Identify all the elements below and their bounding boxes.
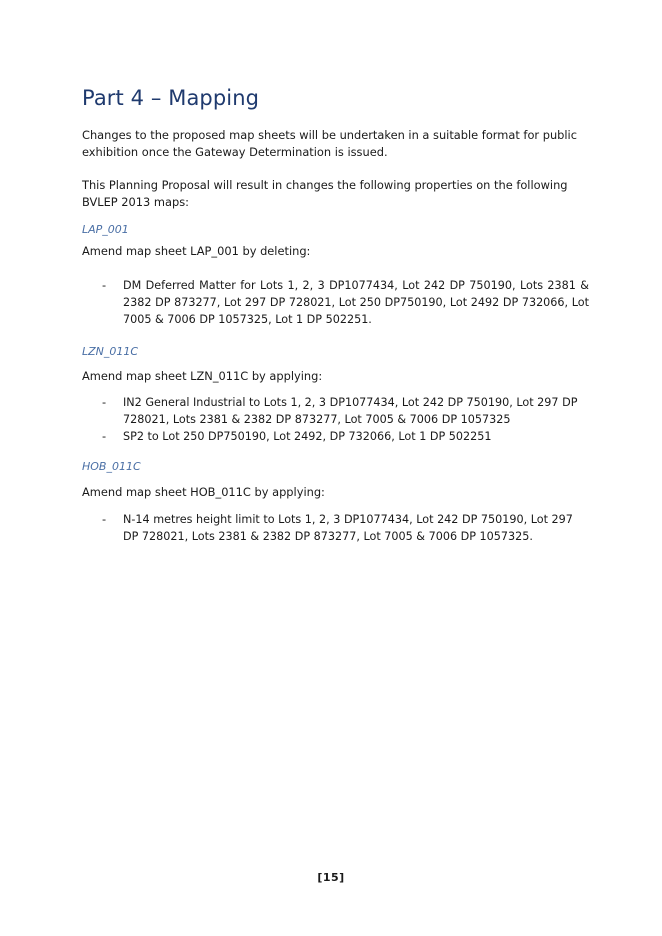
map-label-lap-001: LAP_001 (82, 223, 129, 236)
page-number: [15] (317, 871, 345, 884)
map-label-hob-011c: HOB_011C (82, 460, 141, 473)
bullet-item-lzn-011c-2: SP2 to Lot 250 DP750190, Lot 2492, DP 732066, Lot 1 DP 502251 (123, 430, 492, 443)
bullet-marker: - (102, 278, 107, 292)
intro-paragraph-2: This Planning Proposal will result in changes the following properties on the following BVLEP 2013 maps: (82, 178, 568, 209)
bullet-item-lap-001-1: DM Deferred Matter for Lots 1, 2, 3 DP1077434, Lot 242 DP 750190, Lots 2381 & 2382 DP 873277, Lot 297 DP 728021, Lot 250 DP750190, Lot 2492 DP 732066, Lot 7005 & 7006 DP 1057325, Lot 1 DP 502251. (123, 279, 589, 326)
bullet-marker: - (102, 395, 107, 409)
instruction-lzn-011c: Amend map sheet LZN_011C by applying: (82, 369, 323, 383)
instruction-lap-001: Amend map sheet LAP_001 by deleting: (82, 244, 311, 258)
map-label-lzn-011c: LZN_011C (82, 345, 139, 358)
bullet-marker: - (102, 429, 107, 443)
bullet-item-hob-011c-1: N-14 metres height limit to Lots 1, 2, 3 DP1077434, Lot 242 DP 750190, Lot 297 DP 728021, Lots 2381 & 2382 DP 873277, Lot 7005 & 7006 DP 1057325. (123, 513, 573, 543)
bullet-marker: - (102, 512, 107, 526)
instruction-hob-011c: Amend map sheet HOB_011C by applying: (82, 485, 325, 499)
bullet-item-lzn-011c-1: IN2 General Industrial to Lots 1, 2, 3 DP1077434, Lot 242 DP 750190, Lot 297 DP 728021, Lots 2381 & 2382 DP 873277, Lot 7005 & 7006 DP 1057325 (123, 396, 578, 426)
page-title: Part 4 – Mapping (82, 86, 260, 110)
intro-paragraph-1: Changes to the proposed map sheets will be undertaken in a suitable format for public exhibition once the Gateway Determination is issued. (82, 128, 577, 159)
